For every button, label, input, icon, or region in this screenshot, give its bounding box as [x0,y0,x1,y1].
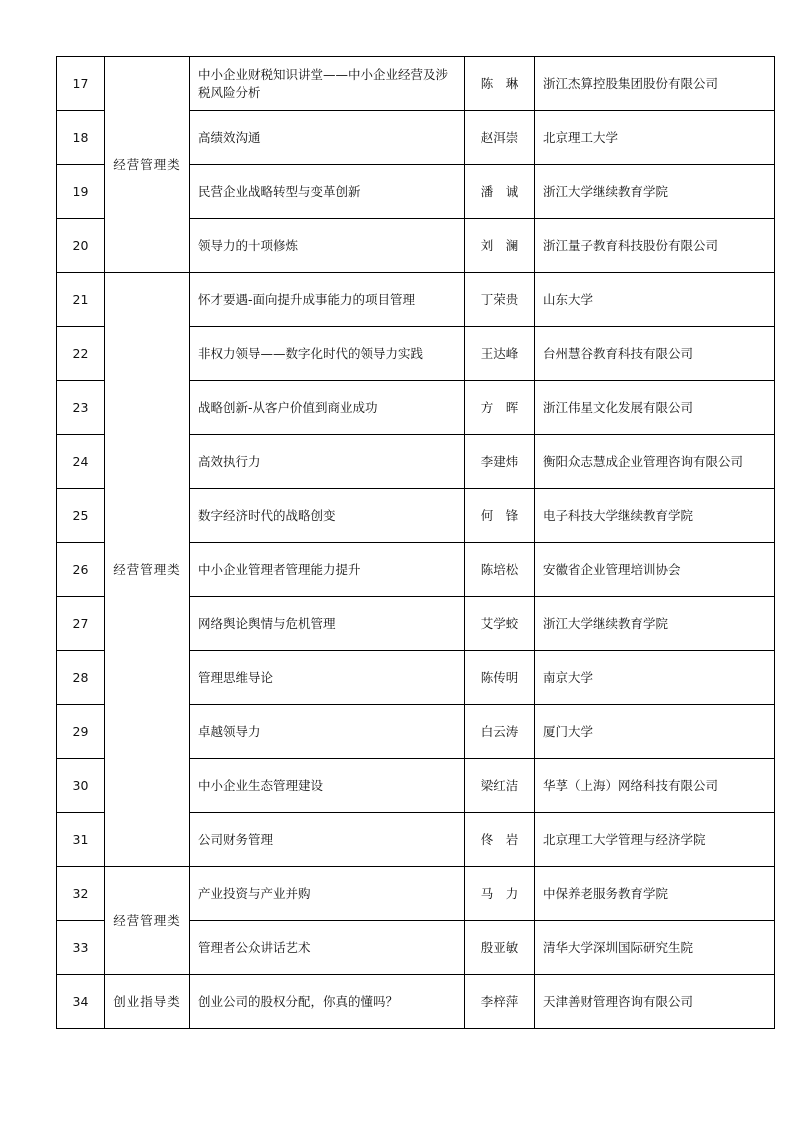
row-number: 22 [57,327,105,381]
teacher-name: 方 晖 [465,381,535,435]
row-number: 19 [57,165,105,219]
row-number: 29 [57,705,105,759]
course-title: 数字经济时代的战略创变 [190,489,465,543]
table-row [57,273,775,327]
organization: 清华大学深圳国际研究生院 [535,921,775,975]
row-number: 23 [57,381,105,435]
row-number: 25 [57,489,105,543]
category-cell: 经营管理类 [105,57,190,273]
teacher-name: 何 锋 [465,489,535,543]
organization: 台州慧谷教育科技有限公司 [535,327,775,381]
category-cell: 经营管理类 [105,273,190,867]
row-number: 34 [57,975,105,1029]
organization: 厦门大学 [535,705,775,759]
teacher-name: 潘 诚 [465,165,535,219]
row-number: 33 [57,921,105,975]
teacher-name: 艾学蛟 [465,597,535,651]
teacher-name: 赵洱崇 [465,111,535,165]
teacher-name: 陈传明 [465,651,535,705]
organization: 衡阳众志慧成企业管理咨询有限公司 [535,435,775,489]
teacher-name: 陈 琳 [465,57,535,111]
row-number: 31 [57,813,105,867]
organization: 华莩（上海）网络科技有限公司 [535,759,775,813]
course-title: 管理者公众讲话艺术 [190,921,465,975]
course-title: 公司财务管理 [190,813,465,867]
row-number: 32 [57,867,105,921]
row-number: 30 [57,759,105,813]
table-row [57,57,775,111]
table-row [57,867,775,921]
teacher-name: 马 力 [465,867,535,921]
organization: 南京大学 [535,651,775,705]
organization: 电子科技大学继续教育学院 [535,489,775,543]
row-number: 28 [57,651,105,705]
course-title: 产业投资与产业并购 [190,867,465,921]
teacher-name: 殷亚敏 [465,921,535,975]
organization: 北京理工大学管理与经济学院 [535,813,775,867]
course-title: 领导力的十项修炼 [190,219,465,273]
organization: 山东大学 [535,273,775,327]
course-title: 中小企业财税知识讲堂——中小企业经营及涉税风险分析 [190,57,465,111]
table-row [57,975,775,1029]
teacher-name: 李建炜 [465,435,535,489]
course-title: 中小企业生态管理建设 [190,759,465,813]
course-title: 高绩效沟通 [190,111,465,165]
teacher-name: 梁红洁 [465,759,535,813]
teacher-name: 刘 澜 [465,219,535,273]
organization: 浙江伟星文化发展有限公司 [535,381,775,435]
row-number: 17 [57,57,105,111]
teacher-name: 丁荣贵 [465,273,535,327]
row-number: 21 [57,273,105,327]
course-title: 战略创新-从客户价值到商业成功 [190,381,465,435]
organization: 北京理工大学 [535,111,775,165]
course-title: 非权力领导——数字化时代的领导力实践 [190,327,465,381]
row-number: 20 [57,219,105,273]
organization: 安徽省企业管理培训协会 [535,543,775,597]
course-title: 民营企业战略转型与变革创新 [190,165,465,219]
category-cell: 创业指导类 [105,975,190,1029]
teacher-name: 陈培松 [465,543,535,597]
teacher-name: 李梓萍 [465,975,535,1029]
row-number: 18 [57,111,105,165]
teacher-name: 佟 岩 [465,813,535,867]
organization: 中保养老服务教育学院 [535,867,775,921]
organization: 浙江大学继续教育学院 [535,597,775,651]
course-table [56,56,775,1029]
row-number: 26 [57,543,105,597]
teacher-name: 白云涛 [465,705,535,759]
row-number: 27 [57,597,105,651]
course-title: 网络舆论舆情与危机管理 [190,597,465,651]
category-cell: 经营管理类 [105,867,190,975]
course-title: 怀才要遇-面向提升成事能力的项目管理 [190,273,465,327]
row-number: 24 [57,435,105,489]
organization: 天津善财管理咨询有限公司 [535,975,775,1029]
teacher-name: 王达峰 [465,327,535,381]
course-title: 中小企业管理者管理能力提升 [190,543,465,597]
course-title: 创业公司的股权分配，你真的懂吗？ [190,975,465,1029]
course-title: 高效执行力 [190,435,465,489]
course-title: 管理思维导论 [190,651,465,705]
course-title: 卓越领导力 [190,705,465,759]
organization: 浙江大学继续教育学院 [535,165,775,219]
organization: 浙江杰算控股集团股份有限公司 [535,57,775,111]
organization: 浙江量子教育科技股份有限公司 [535,219,775,273]
